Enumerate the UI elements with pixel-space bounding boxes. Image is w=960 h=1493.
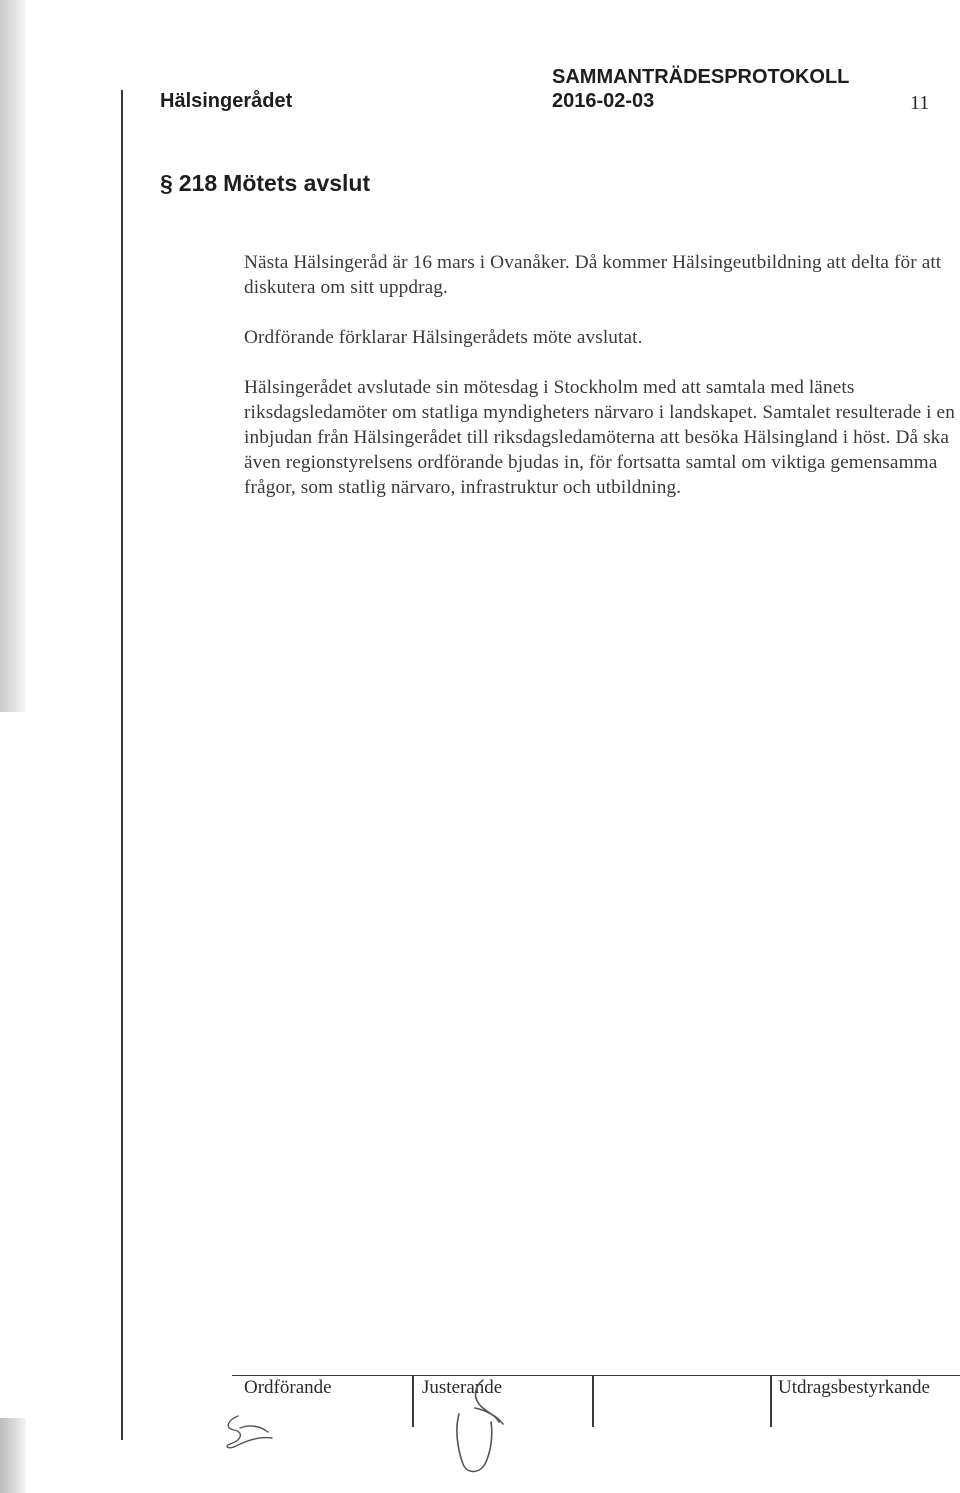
- section-title: Mötets avslut: [223, 170, 371, 196]
- chair-signature-initials: [220, 1410, 280, 1455]
- body-text: [244, 250, 959, 525]
- section-heading: [160, 170, 376, 197]
- signature-divider: [770, 1375, 772, 1427]
- document-type: SAMMANTRÄDESPROTOKOLL: [552, 66, 850, 88]
- section-number: 218: [178, 170, 218, 196]
- paragraph: Hälsingerådet avslutade sin mötesdag i Stockholm med att samtala med länets riksdagsledamöter om statliga myndigheters närvaro i landskapet. Samtalet resulterade i en inbjudan från Hälsingerådet till riksdagsledamöterna att besöka Hälsingland i höst. Då ska även regionstyrelsens ordförande bjudas in, för fortsatta samtal om viktiga gemensamma frågor, som statlig närvaro, infrastruktur och utbildning.: [244, 377, 955, 498]
- section-symbol: §: [160, 170, 173, 196]
- signature-divider: [592, 1375, 594, 1427]
- organization-name: Hälsingerådet: [160, 90, 293, 112]
- paragraph: Nästa Hälsingeråd är 16 mars i Ovanåker. Då kommer Hälsingeutbildning att delta för att diskutera om sitt uppdrag.: [244, 252, 942, 298]
- adjuster-signature: [445, 1378, 515, 1478]
- paragraph: Ordförande förklarar Hälsingerådets möte avslutat.: [244, 327, 643, 348]
- document-date: 2016-02-03: [552, 90, 655, 112]
- signature-table-top-line: [232, 1375, 960, 1376]
- left-margin-rule: [121, 90, 123, 1440]
- signature-table: [232, 1375, 960, 1437]
- signature-divider: [412, 1375, 414, 1427]
- certifier-signature-label: Utdragsbestyrkande: [778, 1377, 930, 1398]
- chair-signature-label: Ordförande: [244, 1377, 332, 1398]
- adjuster-signature-label: Justerande: [422, 1377, 503, 1398]
- scan-edge-shadow: [0, 0, 26, 712]
- scan-edge-shadow-bottom: [0, 1418, 26, 1493]
- page-number: 11: [910, 92, 930, 114]
